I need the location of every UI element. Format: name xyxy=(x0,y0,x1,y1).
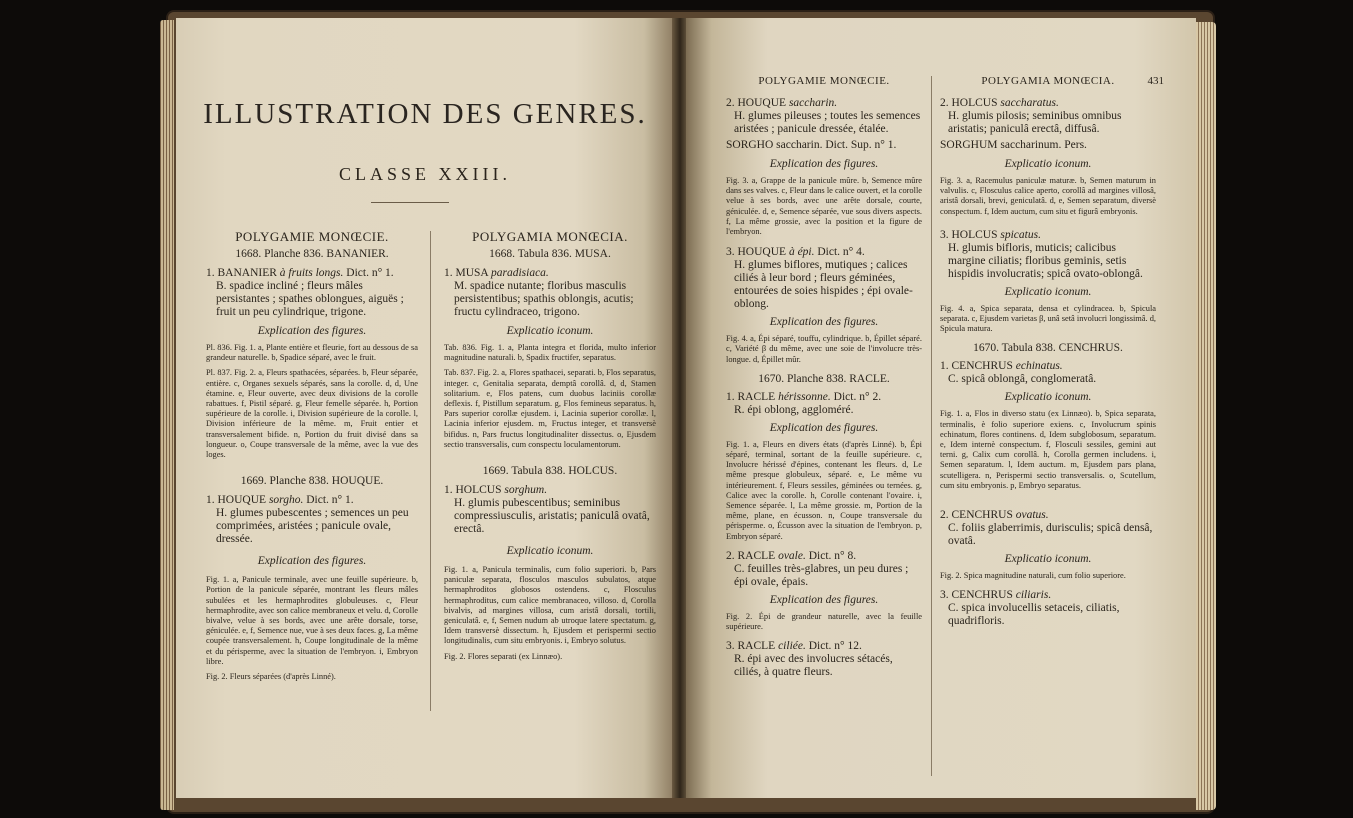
explanation-heading: Explicatio iconum. xyxy=(1004,391,1092,404)
left-column-french xyxy=(726,76,922,679)
explanation-heading: Explication des figures. xyxy=(257,325,367,337)
figure-caption: Fig. 2. Fleurs séparées (d'après Linné). xyxy=(206,672,336,682)
explanation-heading: Explicatio iconum. xyxy=(506,545,594,558)
explanation-heading: Explicatio iconum. xyxy=(506,325,594,337)
figure-caption: Fig. 4. a, Spica separata, densa et cylindracea. b, Spicula separata. c, Ejusdem varietas β, unâ setâ involucri longissimâ. d, Spicula matura. xyxy=(940,303,1156,334)
species-entry: 1. HOUQUE sorgho. Dict. n° 1. xyxy=(206,494,354,507)
section-heading: POLYGAMIA MONŒCIA. xyxy=(472,229,628,244)
species-description: C. spicâ oblongâ, conglomeratâ. xyxy=(948,373,1097,386)
right-column-latin xyxy=(444,231,656,662)
explanation-heading: Explicatio iconum. xyxy=(1004,285,1092,298)
synonym: SORGHUM saccharinum. Pers. xyxy=(940,139,1087,151)
figure-caption: Fig. 3. a, Racemulus paniculæ maturæ. b, Semen maturum in valvulis. c, Flosculus calice aperto, corollâ ad margines villosâ, aristâ dorsali, brevi, geniculatâ. d, e, Semen separatum, diversè conspectum. f, Idem auctum, cum situ et figurâ embryonis. xyxy=(940,176,1156,216)
synonym: SORGHO saccharin. Dict. Sup. n° 1. xyxy=(726,139,897,151)
figure-caption: Pl. 837. Fig. 2. a, Fleurs spathacées, séparées. b, Fleur séparée, entière. c, Organes sexuels séparés, sans la corolle. d, d, Une étamine. e, Fleur ouverte, avec deux divisions de la corolle rabattues. f, Pistil séparé. g, Fleur femelle séparée. h, Portion supérieure de la corolle. i, Division supérieure de la corolle. l, Division inférieure de la même. m, Fruit entier et transversalement bifide. n, Portion du fruit divisé dans sa longueur. o, Coupe transversale de la même, avec la vue des loges. xyxy=(206,368,418,460)
column-divider xyxy=(931,76,932,776)
page-edges-left xyxy=(160,20,174,810)
page-number: 431 xyxy=(1147,75,1164,87)
running-head: POLYGAMIA MONŒCIA. xyxy=(981,75,1115,87)
species-description: C. spica involucellis setaceis, ciliatis, quadrifloris. xyxy=(948,602,1120,628)
running-head: POLYGAMIE MONŒCIE. xyxy=(758,75,890,87)
species-entry: 1. HOLCUS sorghum. xyxy=(444,484,548,497)
species-entry: 3. RACLE ciliée. Dict. n° 12. xyxy=(726,640,862,653)
species-description: R. épi avec des involucres sétacés, ciliés, à quatre fleurs. xyxy=(734,653,893,679)
plate-heading: 1670. Tabula 838. CENCHRUS. xyxy=(973,342,1123,355)
species-description: H. glumes biflores, mutiques ; calices ciliés à leur bord ; fleurs géminées, entourées de soies hispides ; épi ovale-oblong. xyxy=(734,259,913,311)
class-heading: CLASSE XXIII. xyxy=(339,164,511,184)
species-entry: 1. MUSA paradisiaca. xyxy=(444,267,549,279)
species-description: C. foliis glaberrimis, durisculis; spicâ densâ, ovatâ. xyxy=(948,522,1153,548)
figure-caption: Fig. 1. a, Flos in diverso statu (ex Linnæo). b, Spica separata, terminalis, è folio superiore exiens. c, Involucrum spinis echinatum, flores continens. d, Idem subglobosum, separatum. e, Idem internè conspectum. f, Flosculi sessiles, gemini aut terni. g, Calix cum corollâ. h, Corolla germen includens. i, Semen separatum. l, Idem auctum. m, Ejusdem pars plana, scutelligera. n, Perispermi sectio transversalis. o, Scutellum, cum situ embryonis. p, Embryo separatus. xyxy=(940,409,1156,490)
species-entry: 1. CENCHRUS echinatus. xyxy=(940,360,1063,373)
plate-heading: 1670. Planche 838. RACLE. xyxy=(758,372,890,385)
species-entry: 2. HOLCUS saccharatus. xyxy=(940,97,1059,109)
explanation-heading: Explicatio iconum. xyxy=(1004,553,1092,566)
species-description: H. glumis bifloris, muticis; calicibus margine ciliatis; floribus geminis, setis hispidis involucratis; spicâ ovato-oblongâ. xyxy=(948,241,1143,280)
plate-heading: 1668. Tabula 836. MUSA. xyxy=(489,248,611,260)
species-entry: 1. RACLE hérissonne. Dict. n° 2. xyxy=(726,390,882,403)
species-entry: 2. RACLE ovale. Dict. n° 8. xyxy=(726,549,857,562)
explanation-heading: Explication des figures. xyxy=(769,158,879,170)
figure-caption: Fig. 2. Épi de grandeur naturelle, avec la feuille supérieure. xyxy=(726,611,922,632)
figure-caption: Fig. 2. Spica magnitudine naturali, cum folio superiore. xyxy=(940,571,1126,581)
species-description: C. feuilles très-glabres, un peu dures ; épi ovale, épais. xyxy=(734,562,909,588)
species-description: H. glumis pilosis; seminibus omnibus aristatis; paniculâ erectâ, diffusâ. xyxy=(948,110,1122,135)
species-description: H. glumes pubescentes ; semences un peu comprimées, aristées ; panicule ovale, dressée. xyxy=(216,507,409,546)
species-description: H. glumes pileuses ; toutes les semences aristées ; panicule dressée, étalée. xyxy=(734,110,921,135)
explanation-heading: Explication des figures. xyxy=(257,555,367,568)
left-page xyxy=(176,18,674,798)
explanation-heading: Explicatio iconum. xyxy=(1004,158,1092,170)
species-entry: 2. CENCHRUS ovatus. xyxy=(940,509,1049,522)
figure-caption: Fig. 1. a, Fleurs en divers états (d'après Linné). b, Épi séparé, terminal, sortant de la feuille supérieure. c, Involucre hérissé d'épines, contenant les fleurs. d, Le même presque globuleux, séparé. e, Le même vu intérieurement. f, Fleurs sessiles, géminées ou ternées. g, Calice avec la corolle. h, Corolle contenant l'ovaire. i, Semence séparée. l, La même grossie. m, Portion de la même, plane, en écusson. n, Coupe transversale du périsperme. o, Écusson avec la situation de l'embryon. p, Embryon séparé. xyxy=(726,439,922,541)
species-entry: 3. HOLCUS spicatus. xyxy=(940,228,1041,241)
column-divider xyxy=(430,231,431,711)
figure-caption: Fig. 1. a, Panicule terminale, avec une feuille supérieure. b, Portion de la panicule séparée, montrant les fleurs mâles subulées et les hermaphrodites globuleuses. c, Fleur hermaphrodite, avec son calice membraneux et velu. d, Corolle bivalve, velue à ses bords, avec une arête dorsale, torse, géniculée. e, f, Semence nue, vue à ses deux faces. g, La même coupée transversalement. h, Coupe longitudinale de la même et du périsperme, avec la situation de l'embryon. i, Embryon libre. xyxy=(206,575,418,666)
species-description: H. glumis pubescentibus; seminibus compressiusculis, aristatis; paniculâ ovatâ, erectâ. xyxy=(454,497,650,536)
species-entry: 2. HOUQUE saccharin. xyxy=(726,97,838,109)
page-title: ILLUSTRATION DES GENRES. xyxy=(203,98,647,130)
right-column-latin xyxy=(940,75,1164,628)
left-column-french xyxy=(206,231,418,682)
right-page xyxy=(686,18,1196,798)
page-edges-right xyxy=(1196,22,1216,810)
figure-caption: Fig. 2. Flores separati (ex Linnæo). xyxy=(444,651,563,661)
plate-heading: 1669. Tabula 838. HOLCUS. xyxy=(482,465,618,478)
figure-caption: Pl. 836. Fig. 1. a, Plante entière et fleurie, fort au dessous de sa grandeur naturelle. b, Spadice séparé, avec le fruit. xyxy=(206,343,418,363)
explanation-heading: Explication des figures. xyxy=(769,593,879,606)
species-description: M. spadice nutante; floribus masculis persistentibus; spathis oblongis, acutis; fructu cylindraceo, trigono. xyxy=(454,280,634,318)
figure-caption: Fig. 1. a, Panicula terminalis, cum folio superiori. b, Pars paniculæ separata, flosculos masculos subulatos, atque hermaphroditos globosos ostendens. c, Flosculus hermaphroditus, cum calice membranaceo, villoso. d, Corolla bivalvis, ad margines villosa, cum aristâ dorsali, tortili, geniculatâ. e, f, Semen nudum ab utroque latere spectatum. g, Idem transversè dissectum. h, Ejusdem et perispermi sectio longitudinalis, cum situ embryonis. i, Embryo solutus. xyxy=(444,565,656,646)
species-description: R. épi oblong, aggloméré. xyxy=(734,403,854,416)
species-entry: 1. BANANIER à fruits longs. Dict. n° 1. xyxy=(206,267,394,279)
figure-caption: Tab. 836. Fig. 1. a, Planta integra et florida, multo inferior magnitudine naturali. b, Spadix fructifer, separatus. xyxy=(444,343,656,363)
plate-heading: 1668. Planche 836. BANANIER. xyxy=(235,248,389,260)
plate-heading: 1669. Planche 838. HOUQUE. xyxy=(240,475,384,488)
species-entry: 3. CENCHRUS ciliaris. xyxy=(940,589,1052,602)
figure-caption: Fig. 4. a, Épi séparé, touffu, cylindrique. b, Épillet séparé. c, Variété β du même, avec une soie de l'involucre très-longue. d, Épillet mûr. xyxy=(726,334,922,364)
species-description: B. spadice incliné ; fleurs mâles persistantes ; spathes oblongues, aiguës ; fruit un peu cylindrique, trigone. xyxy=(216,280,404,318)
species-entry: 3. HOUQUE à épi. Dict. n° 4. xyxy=(726,246,865,259)
figure-caption: Fig. 3. a, Grappe de la panicule mûre. b, Semence mûre dans ses valves. c, Fleur dans le calice ouvert, et la corolle velue à ses bords, avec une arête dorsale, courte, géniculée. d, e, Semence séparée, vue sous divers aspects. f, La même grossie, avec la position et la figure de l'embryon. xyxy=(726,176,922,237)
divider xyxy=(371,202,449,203)
running-head-row xyxy=(940,75,1164,87)
section-heading: POLYGAMIE MONŒCIE. xyxy=(235,229,389,244)
figure-caption: Tab. 837. Fig. 2. a, Flores spathacei, separati. b, Flos separatus, integer. c, Genitalia separata, demptâ corollâ. d, d, Stamen solitarium. e, Flos patens, cum duobus laciniis corollæ deflexis. f, Pistillum separatum. g, Flos femineus separatus. h, Pars superior corollæ ejusdem. i, Lacinia superior corollæ. l, Lacinia inferior ejusdem. m, Fructus integer, et transversè bifidus. n, Pars fructus longitudinaliter dissectus. o, Ejusdem sectio transversalis, cum conspectu loculamentorum. xyxy=(444,368,656,449)
explanation-heading: Explication des figures. xyxy=(769,421,879,434)
explanation-heading: Explication des figures. xyxy=(769,316,879,329)
